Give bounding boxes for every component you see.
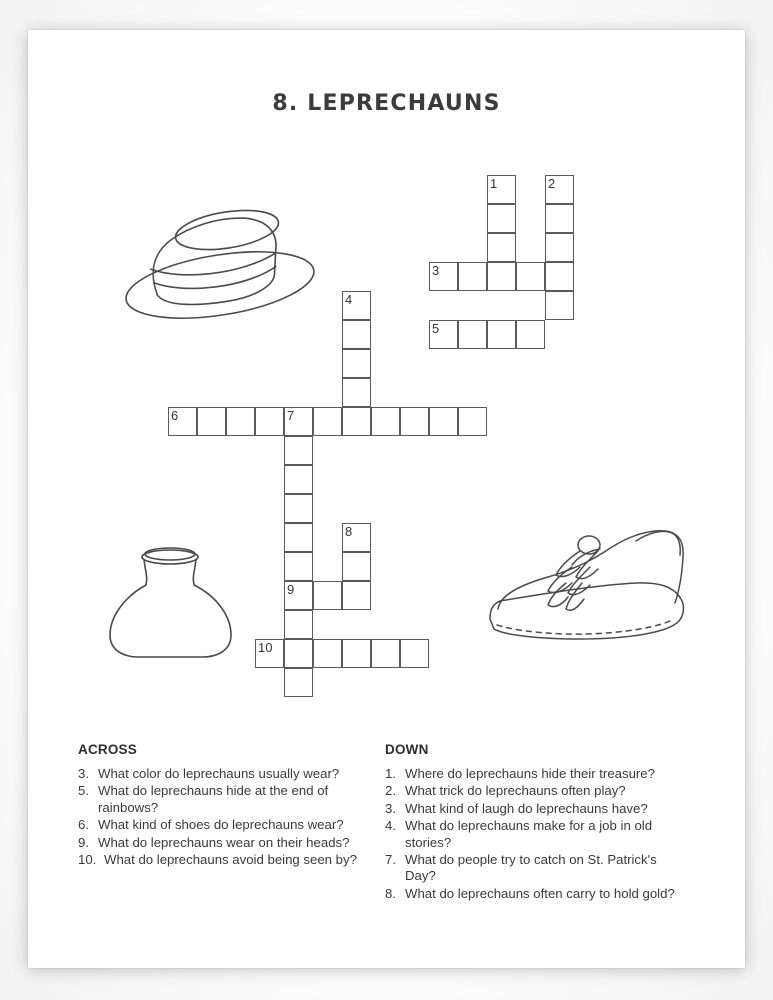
- crossword-cell[interactable]: [371, 407, 400, 436]
- clue-item: [78, 852, 378, 868]
- down-clue-list: [385, 766, 685, 902]
- crossword-cell[interactable]: [458, 262, 487, 291]
- crossword-cell[interactable]: [545, 204, 574, 233]
- crossword-cell[interactable]: [342, 523, 371, 552]
- clue-item: [78, 835, 378, 851]
- crossword-cell-number: 4: [345, 292, 353, 307]
- crossword-cell[interactable]: [284, 494, 313, 523]
- clue-item: [385, 886, 685, 902]
- clue-number: 5.: [78, 783, 89, 799]
- crossword-cell-number: 3: [432, 263, 440, 278]
- crossword-cell[interactable]: [342, 581, 371, 610]
- crossword-cell[interactable]: [458, 320, 487, 349]
- page-title: 8. LEPRECHAUNS: [272, 91, 501, 116]
- crossword-cell[interactable]: [313, 639, 342, 668]
- clue-number: 6.: [78, 817, 89, 833]
- clue-number: 8.: [385, 885, 396, 901]
- clue-text: What do leprechauns hide at the end of rainbows?: [98, 783, 329, 815]
- crossword-cell[interactable]: [226, 407, 255, 436]
- clue-text: What color do leprechauns usually wear?: [98, 766, 340, 781]
- crossword-cell-number: 1: [490, 176, 498, 191]
- clue-number: 1.: [385, 766, 396, 781]
- crossword-cell[interactable]: [342, 291, 371, 320]
- clue-number: 4.: [385, 818, 396, 834]
- crossword-cell-number: 5: [432, 321, 440, 336]
- across-clues: [78, 742, 378, 869]
- crossword-cell[interactable]: [284, 436, 313, 465]
- clue-number: 2.: [385, 783, 396, 799]
- crossword-cell[interactable]: [255, 407, 284, 436]
- crossword-cell[interactable]: [255, 639, 284, 668]
- crossword-cell-number: 2: [548, 176, 556, 191]
- crossword-cell[interactable]: [487, 175, 516, 204]
- crossword-cell[interactable]: [168, 407, 197, 436]
- clue-text: Where do leprechauns hide their treasure?: [405, 766, 655, 781]
- crossword-cell[interactable]: [516, 320, 545, 349]
- crossword-cell[interactable]: [429, 320, 458, 349]
- crossword-cell-number: 10: [258, 640, 273, 655]
- crossword-cell[interactable]: [313, 407, 342, 436]
- crossword-cell[interactable]: [284, 581, 313, 610]
- clue-item: [78, 817, 378, 833]
- crossword-cell[interactable]: [545, 262, 574, 291]
- crossword-cell[interactable]: [545, 233, 574, 262]
- crossword-cell[interactable]: [545, 291, 574, 320]
- across-heading: ACROSS: [78, 742, 137, 757]
- crossword-cell-number: 6: [171, 408, 179, 423]
- crossword-cell[interactable]: [429, 407, 458, 436]
- crossword-cell[interactable]: [545, 175, 574, 204]
- clue-number: 10.: [78, 852, 97, 868]
- clue-text: What kind of laugh do leprechauns have?: [405, 800, 648, 816]
- clue-text: What do leprechauns avoid being seen by?: [104, 852, 357, 868]
- crossword-cell[interactable]: [342, 320, 371, 349]
- crossword-cell[interactable]: [284, 668, 313, 697]
- crossword-cell[interactable]: [342, 349, 371, 378]
- crossword-cell[interactable]: [284, 407, 313, 436]
- crossword-cell[interactable]: [284, 523, 313, 552]
- crossword-cell[interactable]: [371, 639, 400, 668]
- clue-item: [78, 766, 378, 782]
- clue-text: What trick do leprechauns often play?: [405, 783, 626, 799]
- crossword-cell[interactable]: [458, 407, 487, 436]
- crossword-cell[interactable]: [487, 204, 516, 233]
- across-clue-list: [78, 766, 378, 868]
- clue-number: 3.: [385, 800, 396, 816]
- clue-number: 7.: [385, 852, 396, 868]
- crossword-cell[interactable]: [400, 639, 429, 668]
- crossword-cell[interactable]: [342, 378, 371, 407]
- crossword-cell[interactable]: [197, 407, 226, 436]
- crossword-grid: [28, 30, 745, 750]
- clue-item: [78, 783, 378, 816]
- crossword-cell[interactable]: [516, 262, 545, 291]
- crossword-cell-number: 8: [345, 524, 353, 539]
- clue-item: [385, 818, 685, 851]
- clue-number: 3.: [78, 766, 89, 781]
- crossword-cell[interactable]: [487, 233, 516, 262]
- crossword-cell[interactable]: [342, 639, 371, 668]
- clue-text: What kind of shoes do leprechauns wear?: [98, 817, 344, 833]
- crossword-cell[interactable]: [284, 610, 313, 639]
- clue-text: What do leprechauns wear on their heads?: [98, 834, 350, 850]
- crossword-cell-number: 7: [287, 408, 295, 423]
- crossword-cell[interactable]: [284, 552, 313, 581]
- crossword-cell[interactable]: [487, 262, 516, 291]
- clue-item: [385, 766, 685, 782]
- crossword-cell[interactable]: [342, 552, 371, 581]
- worksheet-page: [28, 30, 745, 968]
- clue-item: [385, 783, 685, 799]
- down-heading: DOWN: [385, 742, 429, 757]
- crossword-cell[interactable]: [284, 465, 313, 494]
- clue-text: What do leprechauns often carry to hold gold?: [405, 885, 675, 901]
- clue-number: 9.: [78, 834, 89, 850]
- crossword-cell[interactable]: [342, 407, 371, 436]
- down-clues: [385, 742, 685, 903]
- clue-item: [385, 801, 685, 817]
- crossword-cell[interactable]: [400, 407, 429, 436]
- crossword-cell-number: 9: [287, 582, 295, 597]
- clue-text: What do people try to catch on St. Patrick's Day?: [405, 852, 657, 884]
- crossword-cell[interactable]: [313, 581, 342, 610]
- clue-text: What do leprechauns make for a job in old stories?: [405, 818, 653, 850]
- crossword-cell[interactable]: [429, 262, 458, 291]
- crossword-cell[interactable]: [284, 639, 313, 668]
- crossword-cell[interactable]: [487, 320, 516, 349]
- clue-item: [385, 852, 685, 885]
